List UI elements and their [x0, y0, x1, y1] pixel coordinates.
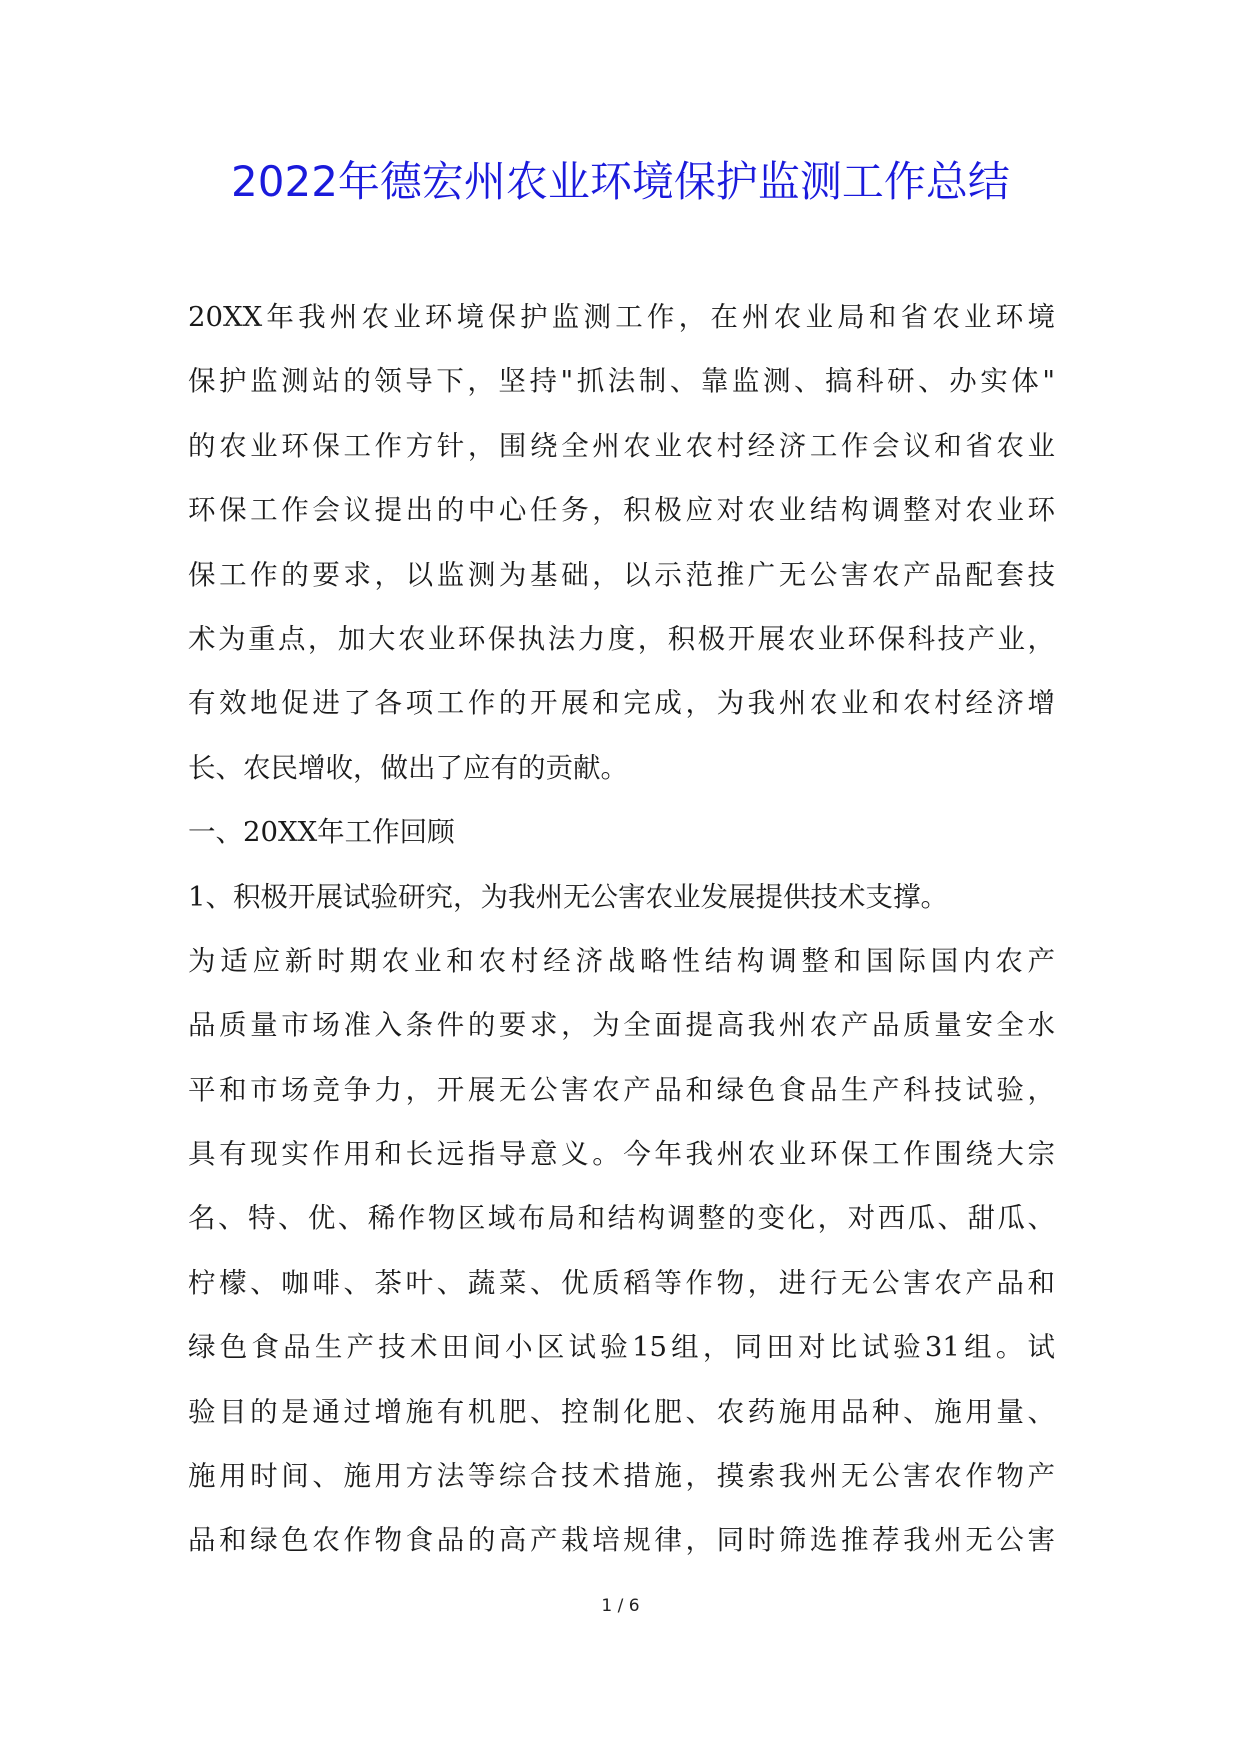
body-line: 的农业环保工作方针，围绕全州农业农村经济工作会议和省农业	[188, 429, 1055, 462]
body-line: 具有现实作用和长远指导意义。今年我州农业环保工作围绕大宗	[188, 1138, 1055, 1171]
document-body	[188, 285, 1055, 1573]
body-line: 长、农民增收，做出了应有的贡献。	[188, 751, 628, 784]
body-line: 保护监测站的领导下，坚持"抓法制、靠监测、搞科研、办实体"	[188, 365, 1055, 398]
body-line: 为适应新时期农业和农村经济战略性结构调整和国际国内农产	[188, 944, 1055, 977]
body-line: 一、20XX年工作回顾	[188, 816, 455, 849]
body-line: 品质量市场准入条件的要求，为全面提高我州农产品质量安全水	[188, 1009, 1055, 1042]
page-number: 1 / 6	[601, 1596, 640, 1616]
body-line: 名、特、优、稀作物区域布局和结构调整的变化，对西瓜、甜瓜、	[188, 1202, 1055, 1235]
body-line: 有效地促进了各项工作的开展和完成，为我州农业和农村经济增	[188, 687, 1055, 720]
body-line: 保工作的要求，以监测为基础，以示范推广无公害农产品配套技	[188, 558, 1055, 591]
body-line: 柠檬、咖啡、茶叶、蔬菜、优质稻等作物，进行无公害农产品和	[188, 1266, 1055, 1299]
body-line: 品和绿色农作物食品的高产栽培规律，同时筛选推荐我州无公害	[188, 1524, 1055, 1557]
body-line: 环保工作会议提出的中心任务，积极应对农业结构调整对农业环	[188, 494, 1055, 527]
body-line: 20XX年我州农业环境保护监测工作，在州农业局和省农业环境	[188, 301, 1055, 333]
document-title: 2022年德宏州农业环境保护监测工作总结	[231, 157, 1010, 206]
body-line: 1、积极开展试验研究，为我州无公害农业发展提供技术支撑。	[188, 880, 948, 913]
body-line: 绿色食品生产技术田间小区试验15组，同田对比试验31组。试	[188, 1331, 1055, 1364]
body-line: 施用时间、施用方法等综合技术措施，摸索我州无公害农作物产	[188, 1460, 1055, 1493]
body-line: 验目的是通过增施有机肥、控制化肥、农药施用品种、施用量、	[188, 1395, 1055, 1428]
body-line: 术为重点，加大农业环保执法力度，积极开展农业环保科技产业，	[188, 622, 1055, 655]
body-line: 平和市场竞争力，开展无公害农产品和绿色食品生产科技试验，	[188, 1073, 1055, 1106]
